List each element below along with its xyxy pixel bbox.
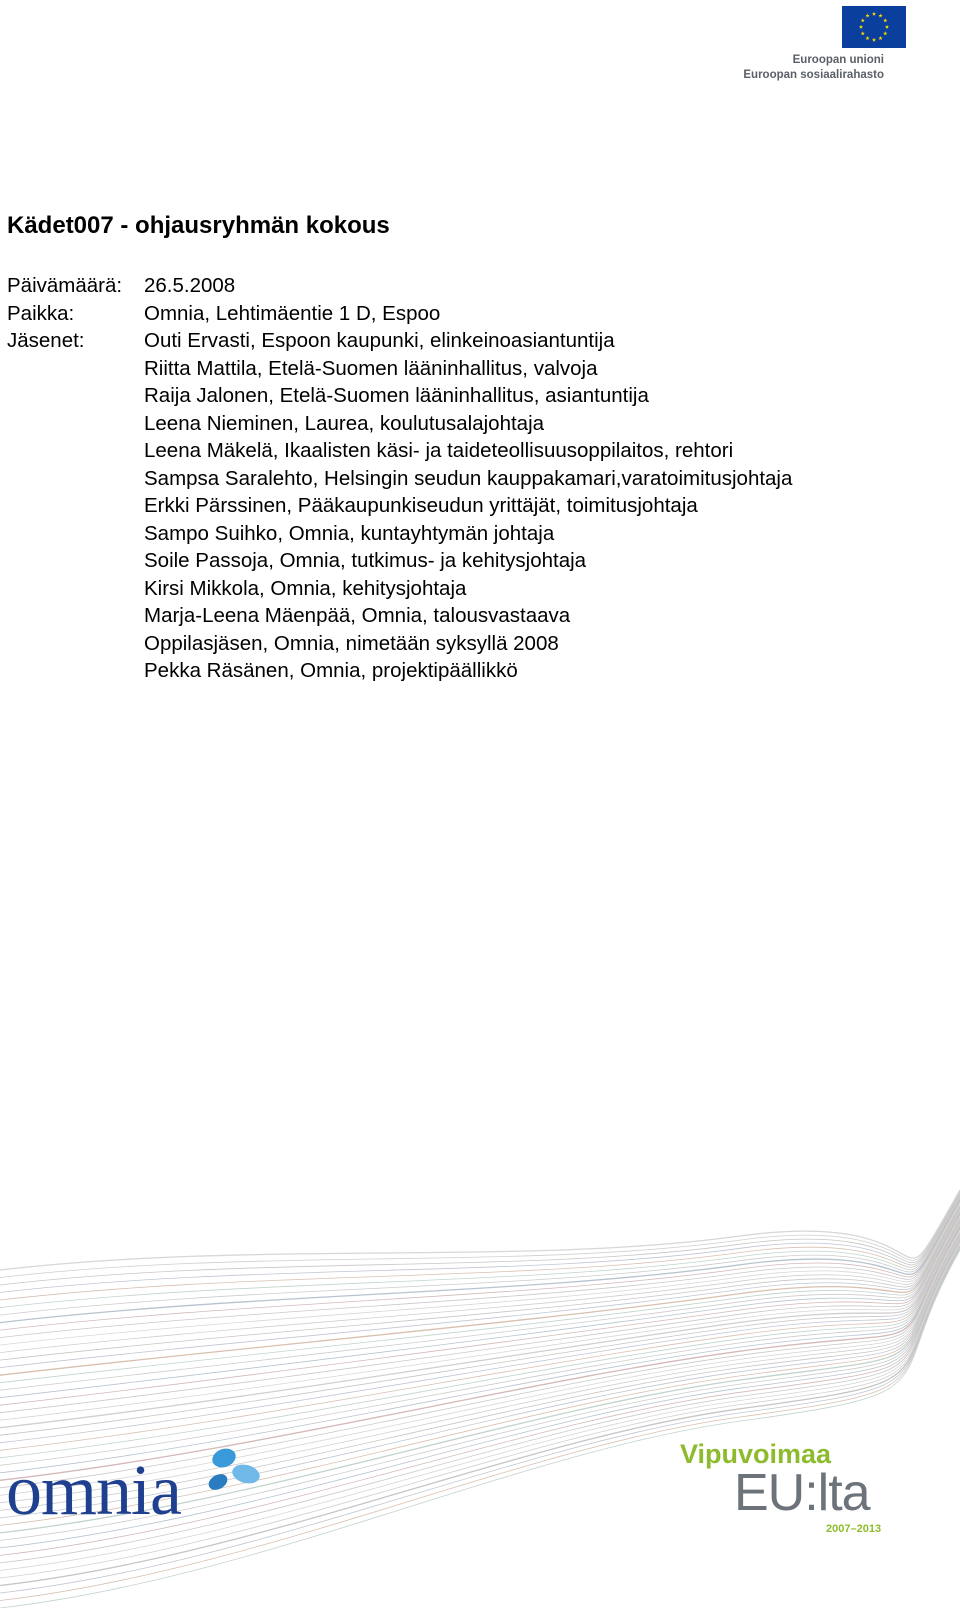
member-entry: Kirsi Mikkola, Omnia, kehitysjohtaja	[144, 576, 467, 600]
omnia-logo-mark-icon	[202, 1444, 264, 1496]
eu-logo	[742, 6, 892, 86]
member-entry: Sampsa Saralehto, Helsingin seudun kauppakamari,varatoimitusjohtaja	[144, 466, 793, 490]
wave-line	[0, 1190, 960, 1270]
wave-line	[0, 1199, 960, 1322]
omnia-logo-text: omnia	[6, 1450, 181, 1530]
member-row	[7, 410, 947, 438]
eu-logo-line-2: Euroopan sosiaalirahasto	[743, 69, 884, 81]
member-entry: Oppilasjäsen, Omnia, nimetään syksyllä 2008	[144, 631, 559, 655]
member-entry: Leena Mäkelä, Ikaalisten käsi- ja taideteollisuusoppilaitos, rehtori	[144, 439, 734, 462]
wave-line	[0, 1222, 960, 1450]
member-entry: Pekka Räsänen, Omnia, projektipäällikkö	[144, 659, 518, 682]
row-value: 26.5.2008	[144, 274, 236, 297]
member-entry: Marja-Leena Mäenpää, Omnia, talousvastaava	[144, 604, 571, 627]
member-row	[7, 355, 947, 383]
member-row	[7, 547, 947, 575]
wave-line	[0, 1210, 960, 1383]
wave-line	[0, 1202, 960, 1338]
info-row-date	[7, 272, 947, 300]
row-label: Paikka:	[7, 301, 75, 325]
vipuvoimaa-text: Vipuvoimaa	[680, 1439, 832, 1469]
info-row-members	[7, 327, 947, 355]
member-row	[7, 520, 947, 548]
document-title: Kädet007 - ohjausryhmän kokous	[7, 212, 390, 239]
member-row	[7, 602, 947, 630]
member-row	[7, 492, 947, 520]
member-entry: Soile Passoja, Omnia, tutkimus- ja kehitysjohtaja	[144, 549, 587, 572]
info-row-place	[7, 300, 947, 328]
program-years: 2007–2013	[826, 1523, 882, 1535]
vipuvoimaa-eu-logo	[676, 1438, 916, 1548]
row-value: Outi Ervasti, Espoon kaupunki, elinkeinoasiantuntija	[144, 329, 615, 352]
wave-line	[0, 1191, 960, 1277]
member-entry: Sampo Suihko, Omnia, kuntayhtymän johtaja	[144, 521, 555, 545]
wave-line	[0, 1195, 960, 1300]
row-value: Omnia, Lehtimäentie 1 D, Espoo	[144, 301, 441, 325]
eu-logo-line-1: Euroopan unioni	[792, 54, 884, 66]
member-row	[7, 575, 947, 603]
row-label: Jäsenet:	[7, 329, 85, 352]
row-label: Päivämäärä:	[7, 274, 123, 297]
wave-line	[0, 1198, 960, 1315]
member-row	[7, 657, 947, 685]
member-row	[7, 465, 947, 493]
wave-line	[0, 1211, 960, 1390]
member-row	[7, 382, 947, 410]
omnia-logo	[6, 1440, 266, 1540]
eu-flag-icon	[842, 6, 906, 48]
meeting-info	[7, 272, 947, 685]
eu-lta-text: EU:lta	[734, 1464, 870, 1522]
member-row	[7, 630, 947, 658]
member-entry: Raija Jalonen, Etelä-Suomen lääninhallitus, asiantuntija	[144, 384, 649, 407]
member-row	[7, 437, 947, 465]
member-entry: Erkki Pärssinen, Pääkaupunkiseudun yrittäjät, toimitusjohtaja	[144, 494, 698, 517]
member-entry: Riitta Mattila, Etelä-Suomen lääninhallitus, valvoja	[144, 356, 598, 380]
member-entry: Leena Nieminen, Laurea, koulutusalajohtaja	[144, 411, 545, 435]
